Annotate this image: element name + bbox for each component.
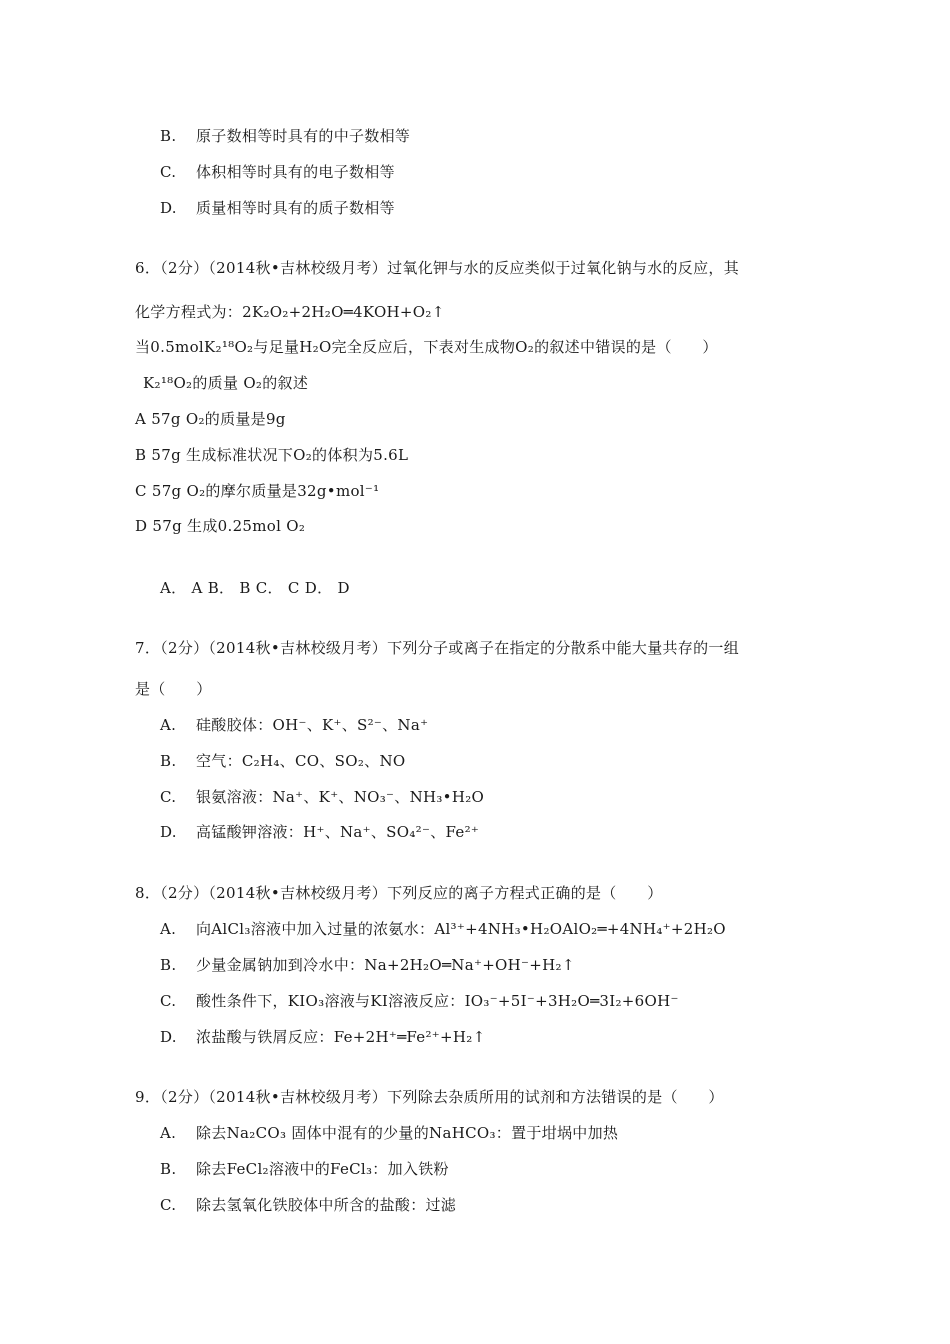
q7-stem-line1: 7．（2分）（2014秋•吉林校级月考）下列分子或离子在指定的分散系中能大量共存的一组: [135, 639, 740, 657]
q7-option-c: [160, 787, 484, 807]
q7-option-a: [160, 715, 428, 735]
q8-option-b-text: 少量金属钠加到冷水中：Na+2H₂O═Na⁺+OH⁻+H₂↑: [196, 956, 575, 974]
q5-option-d-label: D.: [160, 199, 177, 217]
q8-option-d: [160, 1027, 485, 1047]
q5-option-d-text: 质量相等时具有的质子数相等: [196, 199, 395, 217]
q5-option-c-text: 体积相等时具有的电子数相等: [196, 163, 395, 181]
q8-stem: 8．（2分）（2014秋•吉林校级月考）下列反应的离子方程式正确的是（ ）: [135, 884, 663, 902]
q7-option-c-label: C.: [160, 788, 177, 806]
q7-option-b: [160, 751, 405, 771]
q6-table-row-d: D 57g 生成0.25mol O₂: [135, 517, 306, 535]
q8-option-a-text: 向AlCl₃溶液中加入过量的浓氨水：Al³⁺+4NH₃•H₂OAlO₂═+4NH₄⁺+2H₂O: [196, 920, 726, 938]
q7-stem-line2: 是（ ）: [135, 680, 212, 698]
q5-option-b-text: 原子数相等时具有的中子数相等: [196, 127, 411, 145]
q6-stem-line3: 当0.5molK₂¹⁸O₂与足量H₂O完全反应后，下表对生成物O₂的叙述中错误的是（ ）: [135, 338, 718, 356]
q5-option-b: [160, 126, 410, 146]
q8-option-d-text: 浓盐酸与铁屑反应：Fe+2H⁺═Fe²⁺+H₂↑: [196, 1028, 486, 1046]
q9-option-c-label: C.: [160, 1196, 177, 1214]
q7-option-c-text: 银氨溶液：Na⁺、K⁺、NO₃⁻、NH₃•H₂O: [196, 788, 485, 806]
q6-table-header: K₂¹⁸O₂的质量 O₂的叙述: [143, 374, 309, 392]
q9-option-b-text: 除去FeCl₂溶液中的FeCl₃：加入铁粉: [196, 1160, 449, 1178]
q7-option-a-label: A.: [160, 716, 177, 734]
q9-stem: 9．（2分）（2014秋•吉林校级月考）下列除去杂质所用的试剂和方法错误的是（ ）: [135, 1088, 724, 1106]
q6-table-row-b: B 57g 生成标准状况下O₂的体积为5.6L: [135, 446, 409, 464]
q9-option-a-label: A.: [160, 1124, 177, 1142]
q6-stem-line1: 6．（2分）（2014秋•吉林校级月考）过氧化钾与水的反应类似于过氧化钠与水的反应，其: [135, 259, 740, 277]
q8-option-b-label: B.: [160, 956, 177, 974]
q7-option-d: [160, 822, 479, 842]
q8-option-b: [160, 955, 575, 975]
q7-option-d-label: D.: [160, 823, 177, 841]
q9-option-b-label: B.: [160, 1160, 177, 1178]
q8-option-a-label: A.: [160, 920, 177, 938]
q7-option-d-text: 高锰酸钾溶液：H⁺、Na⁺、SO₄²⁻、Fe²⁺: [196, 823, 480, 841]
q8-option-a: [160, 919, 726, 939]
q6-stem-line2: 化学方程式为：2K₂O₂+2H₂O═4KOH+O₂↑: [135, 303, 445, 321]
q6-table-row-c: C 57g O₂的摩尔质量是32g•mol⁻¹: [135, 482, 380, 500]
q9-option-a-text: 除去Na₂CO₃ 固体中混有的少量的NaHCO₃：置于坩埚中加热: [196, 1124, 619, 1142]
q7-option-b-label: B.: [160, 752, 177, 770]
q8-option-c-text: 酸性条件下，KIO₃溶液与KI溶液反应：IO₃⁻+5I⁻+3H₂O═3I₂+6OH⁻: [196, 992, 679, 1010]
q6-options: A． A B． B C． C D． D: [160, 579, 350, 597]
q8-option-c: [160, 991, 679, 1011]
q5-option-b-label: B.: [160, 127, 177, 145]
q9-option-c: [160, 1195, 456, 1215]
q7-option-a-text: 硅酸胶体：OH⁻、K⁺、S²⁻、Na⁺: [196, 716, 429, 734]
q5-option-c: [160, 162, 395, 182]
q9-option-b: [160, 1159, 449, 1179]
q5-option-c-label: C.: [160, 163, 177, 181]
q6-table-row-a: A 57g O₂的质量是9g: [135, 410, 286, 428]
q9-option-a: [160, 1123, 618, 1143]
q8-option-d-label: D.: [160, 1028, 177, 1046]
q9-option-c-text: 除去氢氧化铁胶体中所含的盐酸：过滤: [196, 1196, 457, 1214]
q8-option-c-label: C.: [160, 992, 177, 1010]
q5-option-d: [160, 198, 395, 218]
q7-option-b-text: 空气：C₂H₄、CO、SO₂、NO: [196, 752, 406, 770]
